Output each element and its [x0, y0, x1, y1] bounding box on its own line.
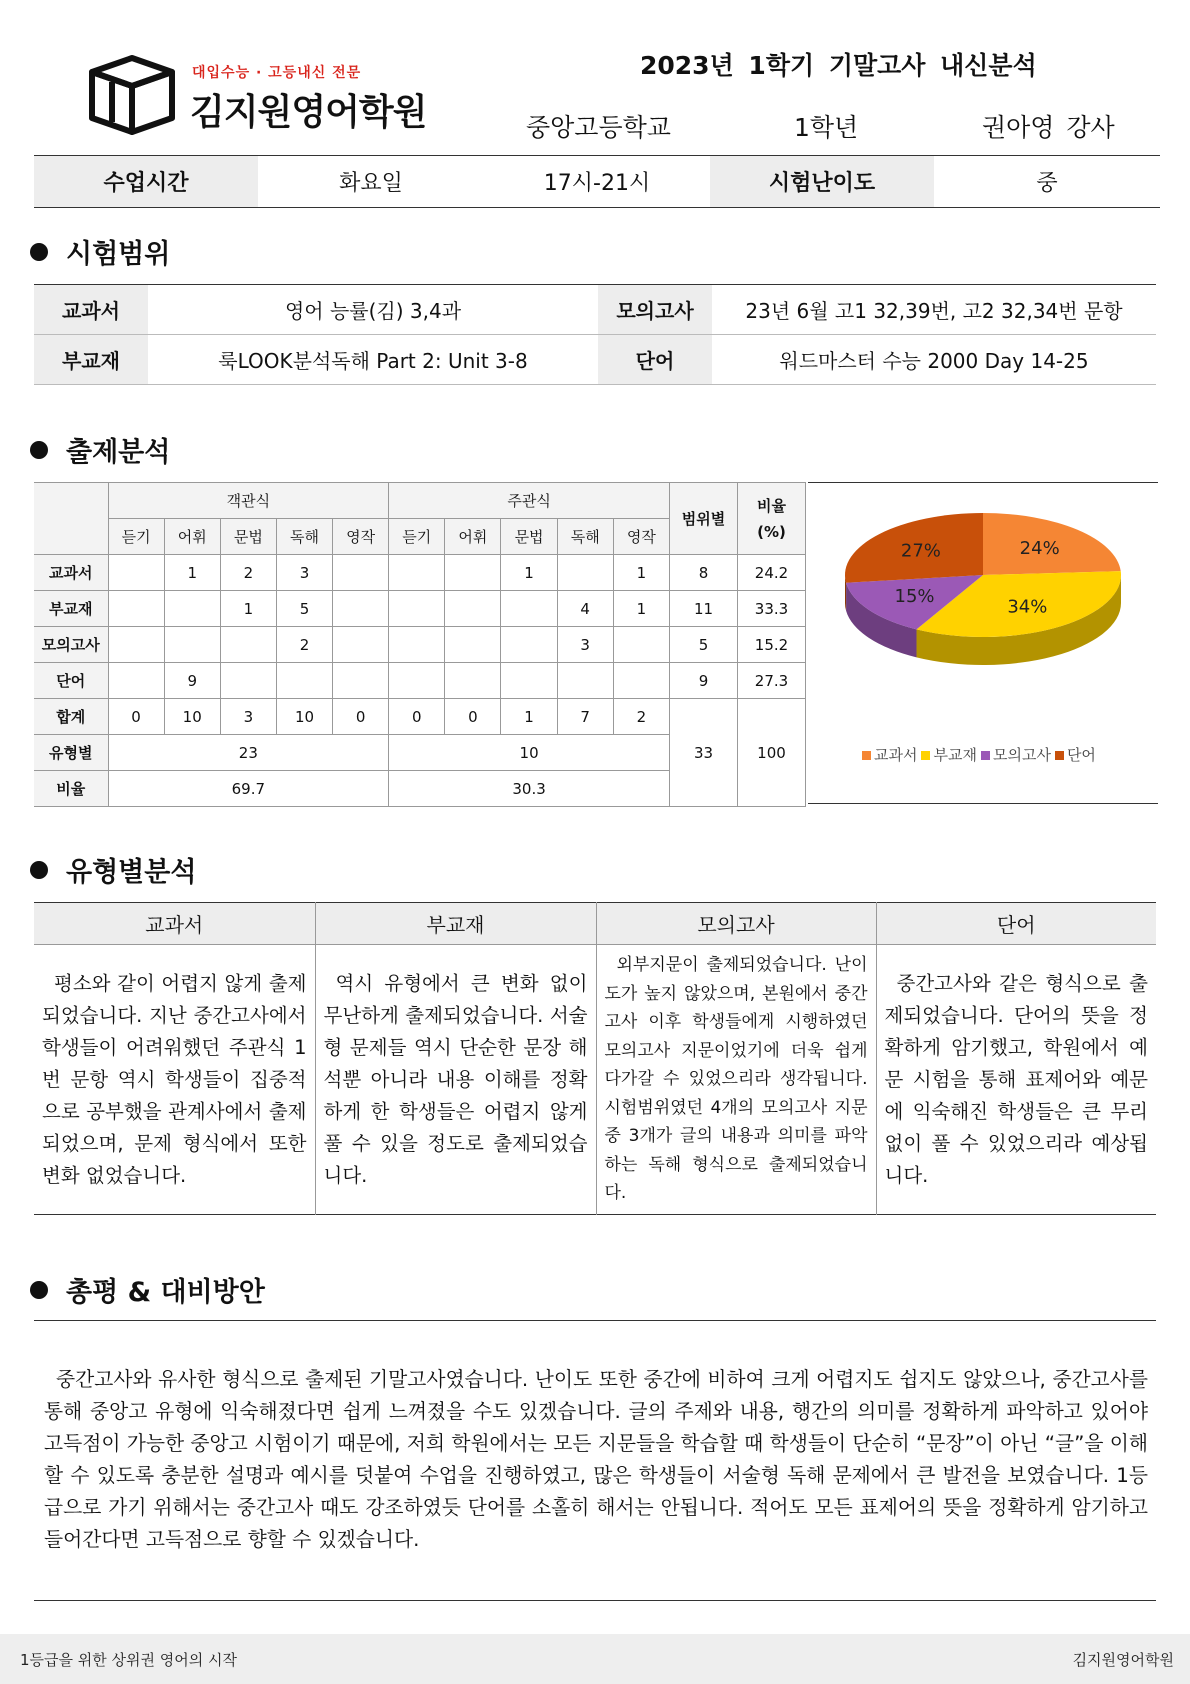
table-cell [389, 663, 445, 699]
table-cell [557, 663, 613, 699]
legend-item [862, 744, 917, 765]
summary-text: 중간고사와 유사한 형식으로 출제된 기말고사였습니다. 난이도 또한 중간에 비하여 크게 어렵지도 쉽지도 않았으나, 중간고사를 통해 중앙고 유형에 익숙해졌다면 쉽게 느껴졌을 수도 있겠습니다. 글의 주제와 내용, 행간의 의미를 정확하게 파악하고 있어야 고득점이 가능한 중앙고 시험이기 때문에, 저희 학원에서는 모든 지문들을 학습할 때 학생들이 단순히 “문장”이 아닌 “글”을 이해할 수 있도록 충분한 설명과 예시를 덧붙여 수업을 진행하였고, 많은 학생들이 서술형 독해 문제에서 큰 발전을 보였습니다. 1등급으로 가기 위해서는 중간고사 때도 강조하였듯 단어를 소홀히 해서는 안됩니다. 적어도 모든 표제어의 뜻을 정확하게 암기하고 들어간다면 고득점으로 향할 수 있겠습니다. [44, 1368, 1148, 1551]
table-cell: 1 [164, 555, 220, 591]
type-mock-text: 외부지문이 출제되었습니다. 난이도가 높지 않았으며, 본원에서 중간고사 이후 학생들에게 시행하였던 모의고사 지문이었기에 더욱 쉽게 다가갈 수 있었으리라 생각됩니다. 시험범위였던 4개의 모의고사 지문 중 3개가 글의 내용과 의미를 파악하는 독해 형식으로 출제되었습니다. [596, 945, 876, 1215]
range-total: 5 [670, 627, 738, 663]
ratio-objective: 69.7 [108, 771, 389, 807]
sub-range: 룩LOOK분석독해 Part 2: Unit 3-8 [148, 335, 598, 385]
table-cell: 10 [276, 699, 332, 735]
box-logo-icon [88, 52, 176, 136]
legend-label: 단어 [1066, 746, 1096, 764]
type-vocab-text: 중간고사와 같은 형식으로 출제되었습니다. 단어의 뜻을 정확하게 암기했고, 학원에서 예문 시험을 통해 표제어와 예문에 익숙해진 학생들은 큰 무리 없이 풀 수 있었으리라 예상됩니다. [884, 971, 1148, 1187]
table-cell [613, 663, 669, 699]
difficulty-value: 중 [1036, 171, 1058, 196]
ratio-subjective: 30.3 [389, 771, 670, 807]
table-cell: 3 [557, 627, 613, 663]
logo-tagline: 대입수능 · 고등내신 전문 [192, 65, 362, 81]
table-cell: 1 [220, 591, 276, 627]
footer-slogan: 1등급을 위한 상위권 영어의 시작 [20, 1650, 237, 1669]
section-title: 시험범위 [66, 239, 171, 270]
range-pct: 33.3 [738, 591, 806, 627]
chart-legend [862, 744, 1096, 765]
legend-item [1055, 744, 1096, 765]
table-cell [445, 591, 501, 627]
subjective-header: 주관식 [389, 483, 670, 519]
grand-pct: 100 [738, 699, 806, 807]
bullet-icon [30, 861, 48, 879]
type-objective: 23 [108, 735, 389, 771]
column-header: 문법 [220, 519, 276, 555]
corner-cell [34, 483, 108, 555]
pie-data-label: 15% [894, 585, 935, 607]
table-cell [333, 591, 389, 627]
by-range-header: 범위별 [670, 483, 738, 555]
row-label: 유형별 [34, 735, 108, 771]
table-cell [108, 591, 164, 627]
table-cell: 4 [557, 591, 613, 627]
grand-total: 33 [670, 699, 738, 807]
section-title: 총평 & 대비방안 [66, 1277, 265, 1308]
legend-swatch [1055, 751, 1064, 760]
table-cell: 1 [613, 591, 669, 627]
grade: 1학년 [794, 113, 859, 142]
section-title: 출제분석 [66, 437, 171, 468]
row-label: 합계 [34, 699, 108, 735]
footer [0, 1634, 1190, 1684]
pie-data-label: 34% [1007, 596, 1048, 618]
type-header-sub: 부교재 [315, 903, 596, 945]
table-cell: 1 [501, 555, 557, 591]
range-pct: 15.2 [738, 627, 806, 663]
table-cell: 2 [220, 555, 276, 591]
bullet-icon [30, 243, 48, 261]
table-row [34, 699, 806, 735]
table-cell: 7 [557, 699, 613, 735]
range-total: 11 [670, 591, 738, 627]
legend-label: 교과서 [874, 746, 918, 764]
type-subjective: 10 [389, 735, 670, 771]
table-cell [445, 627, 501, 663]
bullet-icon [30, 441, 48, 459]
school-name: 중앙고등학교 [526, 113, 671, 142]
vocab-label: 단어 [598, 335, 712, 385]
section-analysis-heading [30, 430, 170, 469]
table-cell [333, 627, 389, 663]
table-cell: 0 [333, 699, 389, 735]
table-cell [108, 627, 164, 663]
table-cell [333, 663, 389, 699]
table-cell [501, 663, 557, 699]
table-cell: 1 [501, 699, 557, 735]
table-cell [389, 627, 445, 663]
range-pct: 27.3 [738, 663, 806, 699]
mock-range: 23년 6월 고1 32,39번, 고2 32,34번 문항 [712, 285, 1156, 335]
column-header: 영작 [613, 519, 669, 555]
table-cell [389, 555, 445, 591]
question-analysis-table [34, 482, 806, 807]
type-analysis-table [34, 902, 1156, 1215]
row-label: 모의고사 [34, 627, 108, 663]
class-day: 화요일 [339, 171, 403, 196]
textbook-label: 교과서 [34, 285, 148, 335]
table-cell [108, 555, 164, 591]
row-label: 부교재 [34, 591, 108, 627]
section-title: 유형별분석 [66, 857, 197, 888]
table-cell [445, 663, 501, 699]
table-cell [220, 627, 276, 663]
table-cell: 0 [445, 699, 501, 735]
table-row [34, 591, 806, 627]
legend-swatch [921, 751, 930, 760]
type-header-textbook: 교과서 [34, 903, 315, 945]
table-cell [164, 627, 220, 663]
sub-label: 부교재 [34, 335, 148, 385]
table-cell [501, 591, 557, 627]
difficulty-label: 시험난이도 [710, 156, 934, 207]
pie-data-label: 27% [900, 540, 941, 562]
legend-swatch [862, 751, 871, 760]
type-header-vocab: 단어 [876, 903, 1156, 945]
table-row [34, 663, 806, 699]
footer-brand: 김지원영어학원 [1072, 1650, 1174, 1669]
type-sub-text: 역시 유형에서 큰 변화 없이 무난하게 출제되었습니다. 서술형 문제들 역시 단순한 문장 해석뿐 아니라 내용 이해를 정확하게 한 학생들은 어렵지 않게 풀 수 있을 정도로 출제되었습니다. [315, 945, 596, 1215]
table-cell: 5 [276, 591, 332, 627]
table-cell [276, 663, 332, 699]
column-header: 독해 [276, 519, 332, 555]
table-cell: 0 [108, 699, 164, 735]
column-header: 듣기 [389, 519, 445, 555]
table-cell [501, 627, 557, 663]
objective-header: 객관식 [108, 483, 389, 519]
range-total: 9 [670, 663, 738, 699]
row-label: 단어 [34, 663, 108, 699]
section-range-heading [30, 232, 170, 271]
legend-label: 모의고사 [992, 746, 1051, 764]
row-label: 교과서 [34, 555, 108, 591]
table-cell: 2 [613, 699, 669, 735]
divider [34, 1320, 1156, 1321]
divider [34, 1600, 1156, 1601]
page-title: 2023년 1학기 기말고사 내신분석 [640, 51, 1037, 80]
exam-range-table [34, 284, 1156, 385]
legend-item [921, 744, 976, 765]
class-hours: 17시-21시 [543, 171, 651, 196]
table-cell: 9 [164, 663, 220, 699]
table-cell: 0 [389, 699, 445, 735]
logo-name: 김지원영어학원 [190, 92, 427, 133]
teacher-name: 권아영 강사 [982, 113, 1115, 142]
section-types-heading [30, 850, 196, 889]
range-total: 8 [670, 555, 738, 591]
column-header: 영작 [333, 519, 389, 555]
table-cell [333, 555, 389, 591]
ratio-unit: (%) [757, 522, 786, 541]
table-cell: 3 [220, 699, 276, 735]
table-cell: 2 [276, 627, 332, 663]
mock-label: 모의고사 [598, 285, 712, 335]
table-cell: 3 [276, 555, 332, 591]
column-header: 어휘 [445, 519, 501, 555]
table-cell: 1 [613, 555, 669, 591]
table-row [34, 555, 806, 591]
type-textbook-text: 평소와 같이 어렵지 않게 출제되었습니다. 지난 중간고사에서 학생들이 어려워했던 주관식 1번 문항 역시 학생들이 집중적으로 공부했을 관계사에서 출제되었으며, 문제 형식에서 또한 변화 없었습니다. [34, 945, 315, 1215]
vocab-range: 워드마스터 수능 2000 Day 14-25 [712, 335, 1156, 385]
column-header: 문법 [501, 519, 557, 555]
ratio-header [738, 483, 806, 555]
table-cell [164, 591, 220, 627]
textbook-range: 영어 능률(김) 3,4과 [148, 285, 598, 335]
column-header: 독해 [557, 519, 613, 555]
range-pct: 24.2 [738, 555, 806, 591]
row-label: 비율 [34, 771, 108, 807]
class-time-label: 수업시간 [34, 156, 258, 207]
column-header: 어휘 [164, 519, 220, 555]
table-cell [220, 663, 276, 699]
legend-item [981, 744, 1051, 765]
bullet-icon [30, 1281, 48, 1299]
section-summary-heading [30, 1270, 265, 1309]
pie-data-label: 24% [1019, 537, 1060, 559]
table-cell [445, 555, 501, 591]
column-header: 듣기 [108, 519, 164, 555]
legend-label: 부교재 [933, 746, 977, 764]
table-cell: 10 [164, 699, 220, 735]
type-header-mock: 모의고사 [596, 903, 876, 945]
ratio-header-text: 비율 [757, 496, 786, 515]
table-row [34, 627, 806, 663]
table-cell [557, 555, 613, 591]
table-cell [108, 663, 164, 699]
class-info-row [34, 155, 1160, 208]
table-cell [389, 591, 445, 627]
table-cell [613, 627, 669, 663]
legend-swatch [981, 751, 990, 760]
